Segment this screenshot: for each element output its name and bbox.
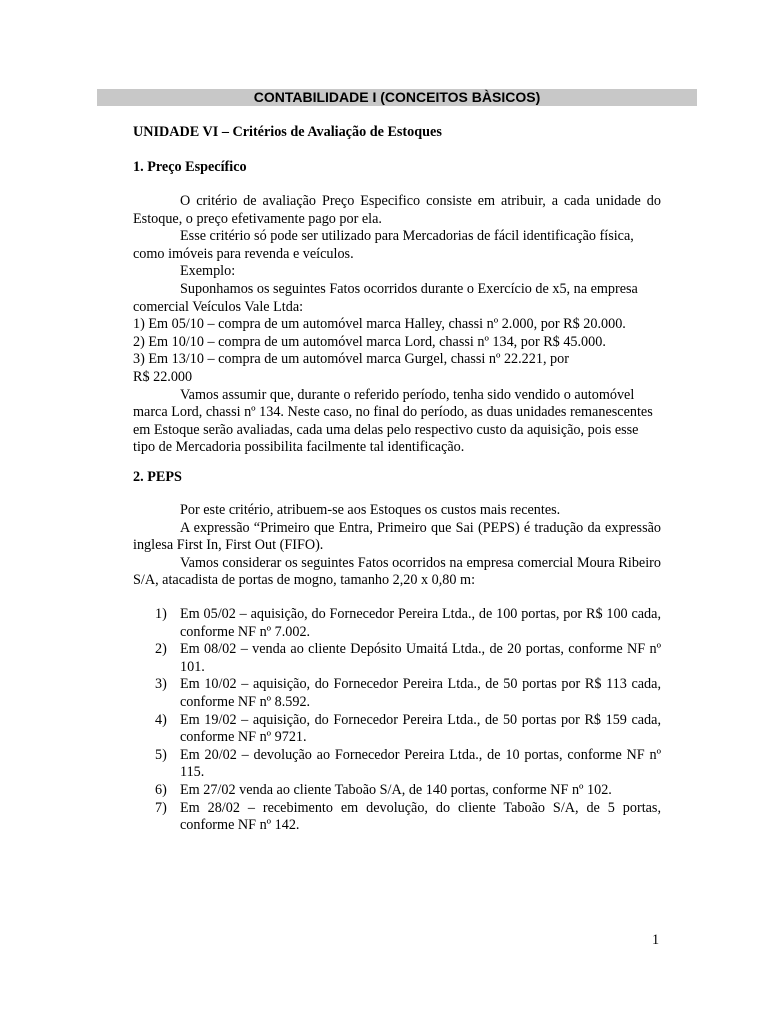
document-title: CONTABILIDADE I (CONCEITOS BÀSICOS) bbox=[97, 89, 697, 106]
paragraph: Vamos considerar os seguintes Fatos ocorridos na empresa comercial Moura Ribeiro S/A, atacadista de portas de mogno, tamanho 2,20 x 0,80 m: bbox=[133, 554, 661, 589]
section-1-body bbox=[133, 193, 661, 457]
list-item: 2) Em 10/10 – compra de um automóvel marca Lord, chassi nº 134, por R$ 45.000. bbox=[133, 333, 606, 350]
page-number: 1 bbox=[652, 932, 660, 948]
facts-list bbox=[133, 606, 661, 835]
section-2-heading: 2. PEPS bbox=[133, 469, 182, 485]
list-item: 1) Em 05/10 – compra de um automóvel marca Halley, chassi nº 2.000, por R$ 20.000. bbox=[133, 316, 626, 333]
list-item: 2) Em 08/02 – venda ao cliente Depósito Umaitá Ltda., de 20 portas, conforme NF nº 101. bbox=[155, 641, 661, 675]
paragraph: Esse critério só pode ser utilizado para Mercadorias de fácil identificação física, como imóveis para revenda e veículos. bbox=[133, 228, 634, 262]
list-item: 3) Em 13/10 – compra de um automóvel marca Gurgel, chassi nº 22.221, por R$ 22.000 bbox=[133, 351, 569, 385]
list-item: 6) Em 27/02 venda ao cliente Taboão S/A, de 140 portas, conforme NF nº 102. bbox=[155, 781, 612, 798]
list-item: 1) Em 05/02 – aquisição, do Fornecedor Pereira Ltda., de 100 portas, por R$ 100 cada, conforme NF nº 7.002. bbox=[155, 606, 661, 640]
unit-heading: UNIDADE VI – Critérios de Avaliação de Estoques bbox=[133, 124, 442, 140]
paragraph: Exemplo: bbox=[180, 263, 236, 280]
paragraph: A expressão “Primeiro que Entra, Primeiro que Sai (PEPS) é tradução da expressão inglesa First In, First Out (FIFO). bbox=[133, 519, 661, 554]
paragraph: O critério de avaliação Preço Especifico consiste em atribuir, a cada unidade do Estoque, o preço efetivamente pago por ela. bbox=[133, 193, 661, 227]
list-item: 7) Em 28/02 – recebimento em devolução, do cliente Taboão S/A, de 5 portas, conforme NF nº 142. bbox=[155, 799, 661, 834]
paragraph: Vamos assumir que, durante o referido período, tenha sido vendido o automóvel marca Lord, chassi nº 134. Neste caso, no final do período, as duas unidades remanescentes em Estoque serão avaliadas, cada uma delas pelo respectivo custo da aquisição, pois esse tipo de Mercadoria possibilita facilmente tal identificação. bbox=[133, 386, 653, 456]
paragraph: Suponhamos os seguintes Fatos ocorridos durante o Exercício de x5, na empresa comercial Veículos Vale Ltda: bbox=[133, 280, 638, 315]
paragraph: Por este critério, atribuem-se aos Estoques os custos mais recentes. bbox=[180, 502, 561, 518]
list-item: 4) Em 19/02 – aquisição, do Fornecedor Pereira Ltda., de 50 portas por R$ 159 cada, conforme NF nº 9721. bbox=[155, 711, 661, 746]
section-1-heading: 1. Preço Específico bbox=[133, 159, 247, 175]
section-2-body bbox=[133, 502, 661, 590]
list-item: 5) Em 20/02 – devolução ao Fornecedor Pereira Ltda., de 10 portas, conforme NF nº 115. bbox=[155, 746, 661, 781]
list-item: 3) Em 10/02 – aquisição, do Fornecedor Pereira Ltda., de 50 portas por R$ 113 cada, conforme NF nº 8.592. bbox=[155, 676, 661, 710]
